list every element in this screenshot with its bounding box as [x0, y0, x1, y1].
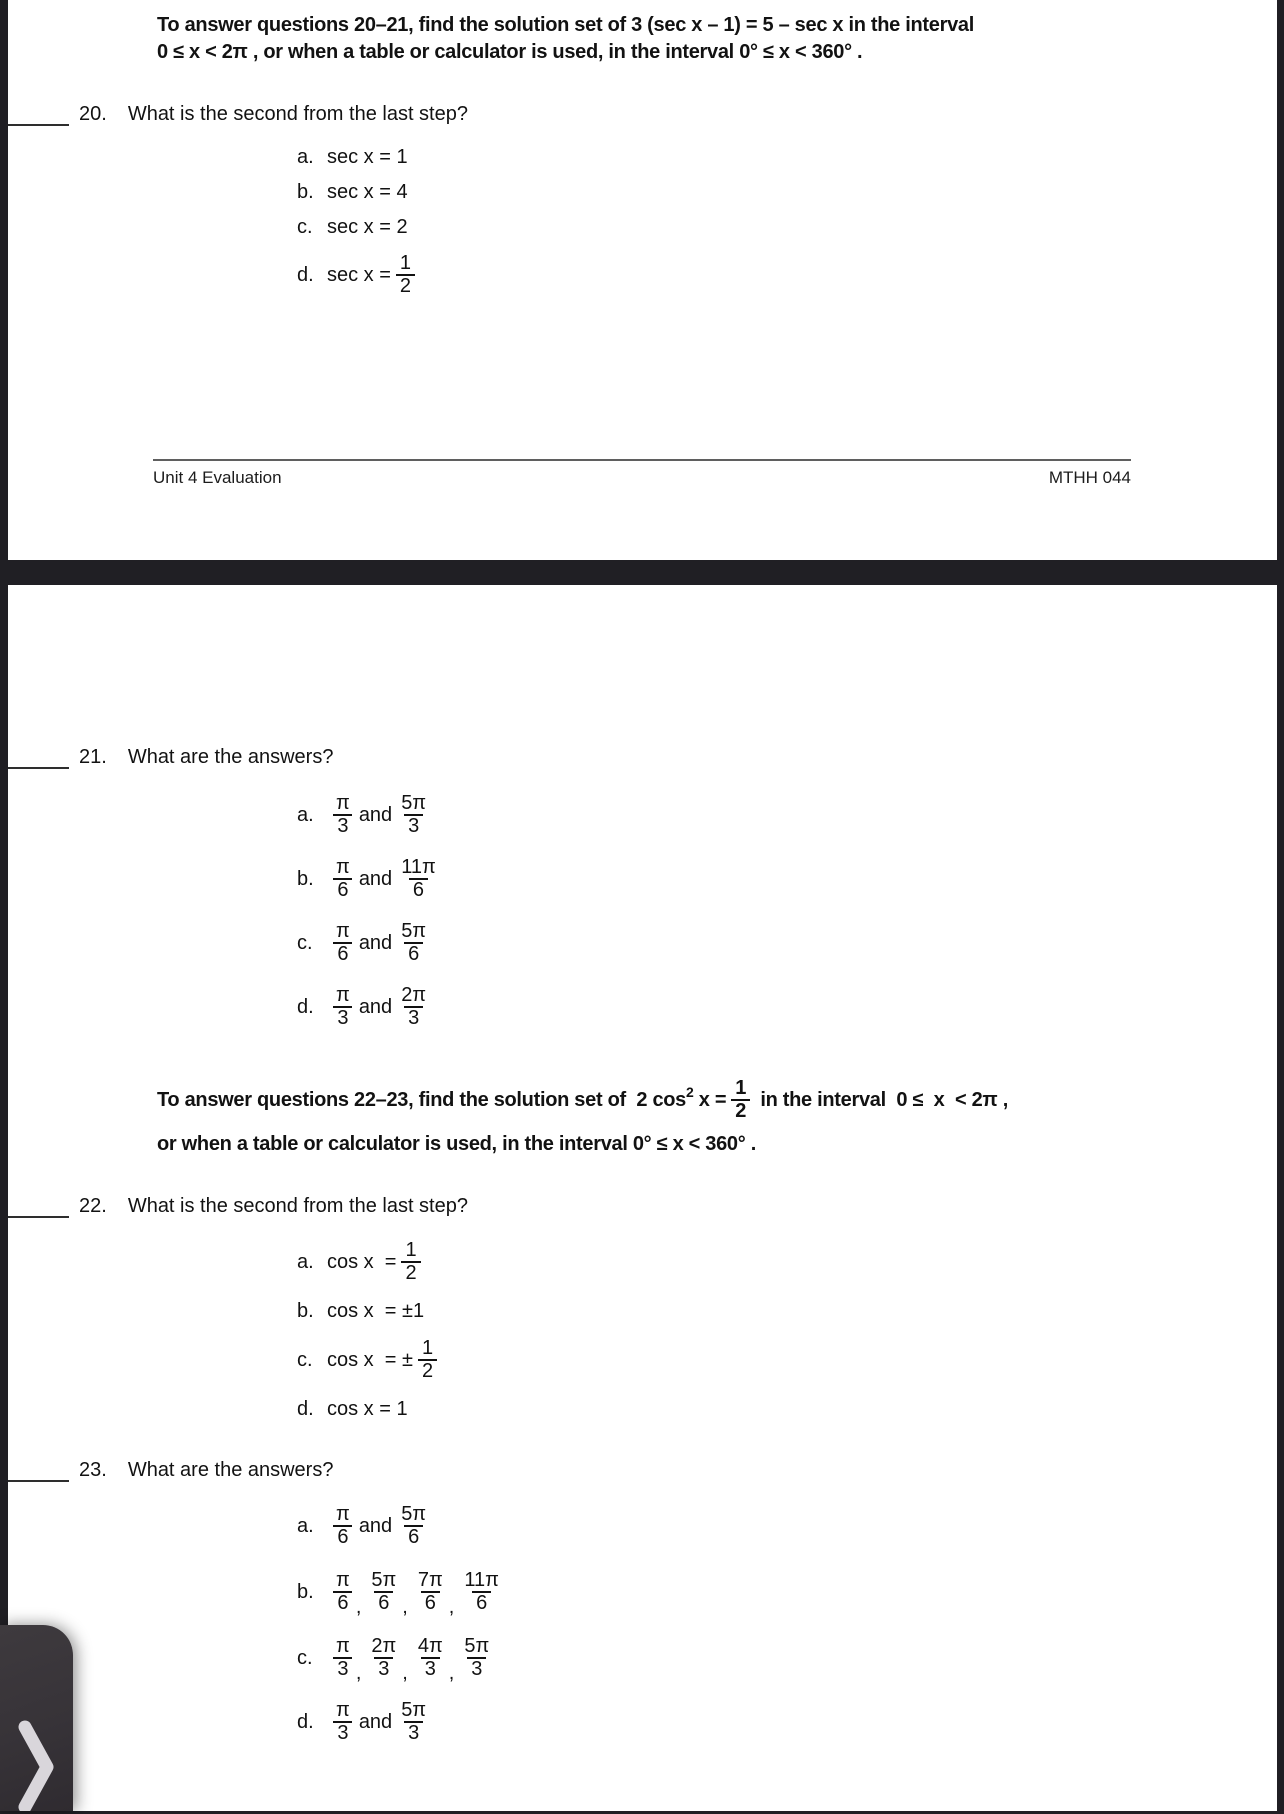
fraction [367, 1636, 400, 1680]
footer-divider [153, 459, 1131, 461]
instructions-q20-21 [157, 12, 974, 66]
answer-blank-23 [8, 1456, 69, 1482]
option-row [297, 1396, 442, 1422]
math-text: cos x = 1 [327, 1397, 408, 1420]
fraction [367, 1570, 400, 1614]
fraction-denominator: 3 [333, 814, 352, 837]
math-text: and [358, 995, 393, 1018]
fraction-numerator: 7π [417, 1569, 443, 1591]
math-text: cos x = [327, 1250, 397, 1273]
fraction-denominator: 3 [404, 1006, 423, 1029]
option-row [297, 1298, 442, 1324]
math-text: and [358, 803, 393, 826]
option-content [327, 181, 408, 204]
option-letter: c. [297, 931, 313, 954]
fraction [332, 1570, 354, 1614]
question-22-line [8, 1192, 468, 1218]
question-22-options [297, 1236, 442, 1432]
fraction-numerator: π [336, 920, 350, 942]
option-row [297, 1696, 508, 1748]
question-23-options [297, 1500, 508, 1762]
fraction-denominator: 3 [467, 1657, 486, 1680]
math-text: To answer questions 22–23, find the solution set of 2 cos [157, 1088, 687, 1111]
fraction [332, 857, 354, 901]
option-letter: a. [297, 803, 314, 826]
fraction [332, 921, 354, 965]
fraction-denominator: 6 [333, 942, 352, 965]
comma-separator: , [402, 1596, 408, 1618]
fraction-numerator: π [336, 1503, 350, 1525]
fraction-denominator: 3 [333, 1721, 352, 1744]
option-content [327, 216, 408, 239]
comma-separator: , [402, 1662, 408, 1684]
fraction [414, 1636, 447, 1680]
chevron-right-icon [0, 1625, 73, 1811]
math-text: and [358, 1710, 393, 1733]
question-23-number: 23. [79, 1459, 107, 1481]
math-text: sec x = 1 [327, 145, 408, 168]
option-content [327, 1300, 424, 1323]
instructions-line-1 [157, 1074, 1008, 1126]
fraction [332, 1504, 354, 1548]
fraction-numerator: 5π [464, 1635, 490, 1657]
option-row [297, 853, 445, 905]
question-20-line [8, 100, 468, 126]
comma-separator: , [448, 1662, 455, 1684]
fraction-numerator: π [336, 1699, 350, 1721]
instructions-line-2: 0 ≤ x < 2π , or when a table or calculator is used, in the interval 0° ≤ x < 360° . [157, 41, 863, 63]
fraction-denominator: 6 [374, 1591, 393, 1614]
fraction-numerator: π [336, 856, 350, 878]
question-21-number: 21. [79, 746, 107, 768]
option-content [327, 1700, 435, 1744]
instructions-q22-23 [157, 1074, 1008, 1158]
option-letter: d. [297, 263, 314, 286]
option-letter: d. [297, 1397, 314, 1420]
fraction-denominator: 6 [333, 1525, 352, 1548]
option-row [297, 917, 445, 969]
option-letter: c. [297, 1348, 313, 1371]
question-21-options [297, 789, 445, 1045]
option-letter: c. [297, 215, 313, 238]
fraction-denominator: 3 [374, 1657, 393, 1680]
fraction-numerator: 5π [401, 1699, 427, 1721]
superscript: 2 [686, 1084, 694, 1100]
document-page-2 [8, 585, 1277, 1811]
fraction-numerator: 1 [399, 252, 412, 274]
fraction [332, 985, 354, 1029]
fraction [332, 1636, 354, 1680]
comma-separator: , [355, 1596, 362, 1618]
fraction [396, 253, 415, 297]
question-20-options [297, 144, 420, 310]
option-letter: b. [297, 180, 314, 203]
option-content [327, 1398, 408, 1421]
fraction [332, 1700, 354, 1744]
option-letter: d. [297, 1710, 314, 1733]
option-content [327, 1635, 498, 1684]
answer-blank-20 [8, 100, 69, 126]
option-content [327, 253, 420, 297]
option-row [297, 214, 420, 240]
option-row [297, 981, 445, 1033]
fraction-numerator: 1 [735, 1077, 747, 1099]
option-letter: b. [297, 1299, 314, 1322]
fraction-denominator: 6 [333, 878, 352, 901]
option-letter: a. [297, 1514, 314, 1537]
option-row [297, 179, 420, 205]
instructions-line-2: or when a table or calculator is used, in the interval 0° ≤ x < 360° . [157, 1133, 756, 1155]
fraction-numerator: 5π [401, 1503, 427, 1525]
option-letter: a. [297, 1250, 314, 1273]
option-letter: c. [297, 1646, 313, 1669]
fraction [397, 921, 430, 965]
fraction-numerator: 1 [405, 1239, 417, 1261]
document-page-1 [8, 0, 1277, 560]
fraction-numerator: 5π [401, 792, 427, 814]
option-row [297, 249, 420, 301]
math-text: cos x = ± [327, 1348, 414, 1371]
fraction-denominator: 6 [404, 942, 423, 965]
fraction-numerator: 5π [371, 1569, 397, 1591]
fraction-numerator: 11π [464, 1569, 499, 1591]
fraction-denominator: 2 [731, 1099, 750, 1122]
question-23-line [8, 1456, 333, 1482]
fraction-numerator: 2π [371, 1635, 397, 1657]
math-text: sec x = [327, 263, 391, 286]
option-content [327, 1240, 426, 1284]
fraction [332, 793, 354, 837]
footer-right: MTHH 044 [1048, 468, 1131, 487]
option-content [327, 1338, 442, 1382]
option-content [327, 985, 435, 1029]
option-row [297, 1334, 442, 1386]
option-content [327, 1504, 435, 1548]
fraction-numerator: 11π [401, 856, 436, 878]
instructions-line-1: To answer questions 20–21, find the solution set of 3 (sec x – 1) = 5 – sec x in the interval [157, 14, 975, 36]
fraction-denominator: 2 [401, 1261, 420, 1284]
fraction [460, 1636, 493, 1680]
answer-blank-22 [8, 1192, 69, 1218]
math-text: cos x = ±1 [327, 1299, 425, 1322]
option-row [297, 1566, 508, 1618]
question-21-prompt: What are the answers? [127, 746, 334, 768]
fraction-numerator: 5π [401, 920, 427, 942]
math-text: and [358, 867, 393, 890]
page-footer [153, 468, 1131, 488]
fraction [414, 1570, 447, 1614]
option-content [327, 793, 435, 837]
fraction [397, 985, 430, 1029]
fraction [460, 1570, 503, 1614]
question-20-prompt: What is the second from the last step? [127, 103, 468, 125]
question-23-prompt: What are the answers? [127, 1459, 334, 1481]
fraction-denominator: 6 [409, 878, 428, 901]
fraction-denominator: 3 [333, 1006, 352, 1029]
option-letter: a. [297, 145, 314, 168]
option-letter: d. [297, 995, 314, 1018]
option-letter: b. [297, 867, 314, 890]
fraction-numerator: π [336, 984, 350, 1006]
fraction-denominator: 3 [404, 814, 423, 837]
fraction-denominator: 6 [472, 1591, 491, 1614]
fraction [397, 857, 440, 901]
question-22-number: 22. [79, 1195, 107, 1217]
math-text: and [358, 931, 393, 954]
fraction [397, 793, 430, 837]
fraction-numerator: 1 [422, 1337, 434, 1359]
fraction-denominator: 6 [421, 1591, 440, 1614]
fraction-denominator: 6 [333, 1591, 352, 1614]
fraction-numerator: 4π [417, 1635, 443, 1657]
fraction-denominator: 2 [418, 1359, 437, 1382]
fraction [397, 1504, 430, 1548]
answer-blank-21 [8, 743, 69, 769]
option-row [297, 1632, 508, 1684]
fraction [731, 1078, 750, 1122]
question-21-line [8, 743, 333, 769]
option-letter: b. [297, 1580, 314, 1603]
question-20-number: 20. [79, 103, 107, 125]
fraction-denominator: 3 [333, 1657, 352, 1680]
option-content [327, 146, 408, 169]
option-content [327, 857, 445, 901]
comma-separator: , [355, 1662, 362, 1684]
footer-left: Unit 4 Evaluation [153, 468, 282, 487]
option-row [297, 789, 445, 841]
option-content [327, 1569, 508, 1618]
fraction-denominator: 3 [421, 1657, 440, 1680]
question-22-prompt: What is the second from the last step? [127, 1195, 468, 1217]
fraction [418, 1338, 437, 1382]
fraction-numerator: π [336, 1569, 350, 1591]
math-text: in the interval 0 ≤ x < 2π , [755, 1088, 1008, 1111]
option-content [327, 921, 435, 965]
option-row [297, 1500, 508, 1552]
fraction-denominator: 2 [396, 274, 415, 297]
fraction-numerator: π [336, 1635, 350, 1657]
fraction-denominator: 6 [404, 1525, 423, 1548]
math-text: sec x = 2 [327, 215, 408, 238]
math-text: sec x = 4 [327, 180, 408, 203]
comma-separator: , [448, 1596, 455, 1618]
fraction-numerator: π [336, 792, 350, 814]
option-row [297, 1236, 442, 1288]
math-text: x = [693, 1088, 727, 1111]
option-row [297, 144, 420, 170]
nav-expand-button[interactable] [0, 1625, 73, 1811]
fraction [397, 1700, 430, 1744]
fraction [401, 1240, 420, 1284]
fraction-numerator: 2π [401, 984, 427, 1006]
math-text: and [358, 1514, 393, 1537]
fraction-denominator: 3 [404, 1721, 423, 1744]
